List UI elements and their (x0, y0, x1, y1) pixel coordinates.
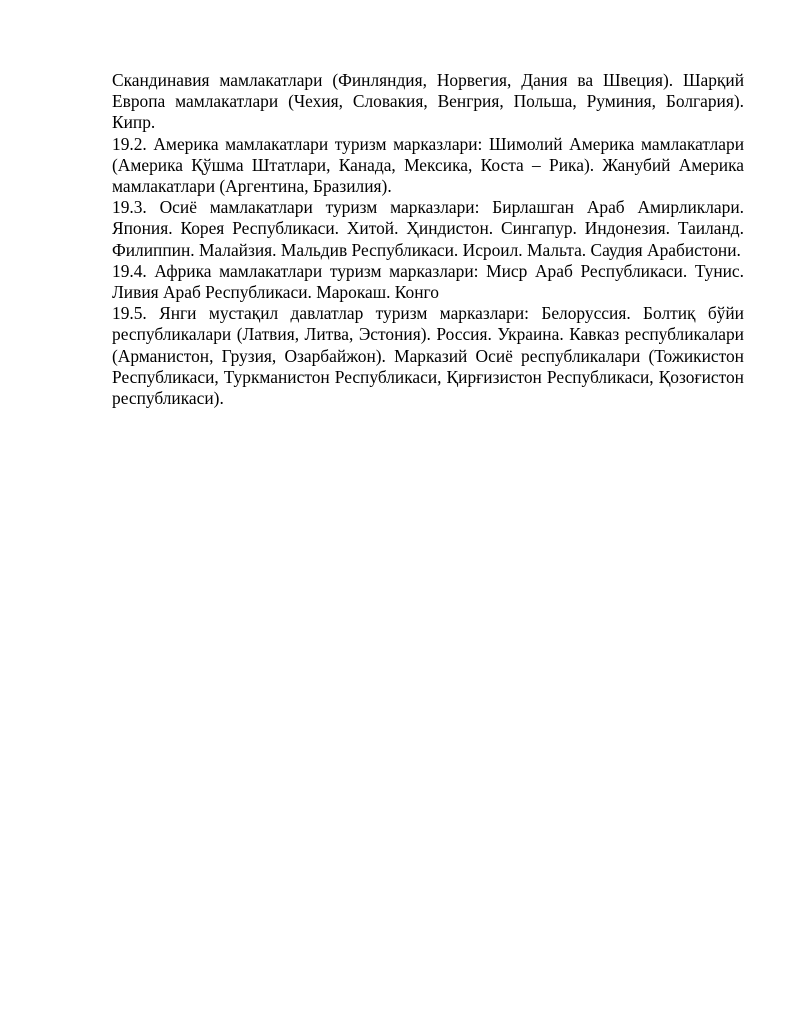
paragraph-19-3-asia: 19.3. Осиё мамлакатлари туризм марказлари: Бирлашган Араб Амирликлари. Япония. Корея Республикаси. Хитой. Ҳиндистон. Сингапур. Индонезия. Таиланд. Филиппин. Малайзия. Мальдив Республикаси. Исроил. Мальта. Саудия Арабистони. (112, 197, 744, 260)
paragraph-19-4-africa: 19.4. Африка мамлакатлари туризм марказлари: Миср Араб Республикаси. Тунис. Ливия Араб Республикаси. Марокаш. Конго (112, 260, 744, 303)
paragraph-19-5-new-independent-states: 19.5. Янги мустақил давлатлар туризм марказлари: Белоруссия. Болтиқ бўйи республикалари (Латвия, Литва, Эстония). Россия. Украина. Кавказ республикалари (Арманистон, Грузия, Озарбайжон). Марказий Осиё республикалари (Тожикистон Республикаси, Туркманистон Республикаси, Қирғизистон Республикаси, Қозоғистон республикаси). (112, 303, 744, 409)
paragraph-19-2-america: 19.2. Америка мамлакатлари туризм марказлари: Шимолий Америка мамлакатлари (Америка Қўшма Штатлари, Канада, Мексика, Коста – Рика). Жанубий Америка мамлакатлари (Аргентина, Бразилия). (112, 133, 744, 197)
document-page (112, 70, 744, 409)
paragraph-scandinavia-europe: Скандинавия мамлакатлари (Финляндия, Норвегия, Дания ва Швеция). Шарқий Европа мамлакатлари (Чехия, Словакия, Венгрия, Польша, Руминия, Болгария). Кипр. (112, 70, 744, 133)
